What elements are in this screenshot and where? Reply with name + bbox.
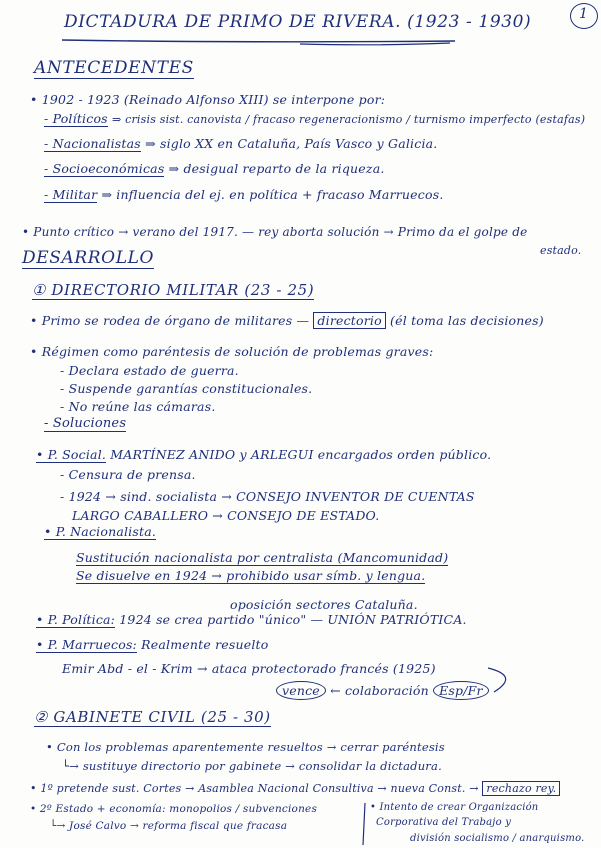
directorio-sub-2: - Suspende garantías constitucionales. (60, 381, 313, 396)
soluciones-heading: - Soluciones (44, 416, 127, 431)
subsection-gabinete-civil: ② GABINETE CIVIL (25 - 30) (34, 708, 271, 726)
section-heading-desarrollo: DESARROLLO (22, 248, 155, 268)
directorio-line1-text: • Primo se rodea de órgano de militares — (30, 313, 310, 328)
colaboracion-text: ← colaboración (330, 683, 429, 698)
gabinete-line2: └→ sustituye directorio por gabinete → consolidar la dictadura. (62, 759, 442, 773)
antecedente-label: - Nacionalistas (44, 136, 141, 151)
directorio-sub-1: - Declara estado de guerra. (60, 363, 239, 378)
p-marruecos-2: Emir Abd - el - Krim → ataca protectorado francés (1925) (62, 661, 436, 676)
antecedente-text: ⇒ siglo XX en Cataluña, País Vasco y Galicia. (145, 136, 438, 151)
vence-oval: vence (276, 681, 326, 700)
antecedente-label: - Militar (44, 187, 98, 202)
p-nacionalista-3: oposición sectores Cataluña. (230, 597, 418, 612)
antecedentes-intro: • 1902 - 1923 (Reinado Alfonso XIII) se interpone por: (30, 92, 386, 107)
page-number: 1 (579, 6, 589, 22)
punto-critico-cont: estado. (540, 244, 582, 257)
antecedente-text: ⇒ desigual reparto de la riqueza. (168, 161, 385, 176)
directorio-line1-note: (él toma las decisiones) (390, 313, 544, 328)
page-title: DICTADURA DE PRIMO DE RIVERA. (1923 - 1930) (64, 12, 532, 32)
antecedente-label: - Políticos (44, 111, 108, 126)
gabinete-line1: • Con los problemas aparentemente resueltos → cerrar paréntesis (46, 740, 445, 754)
gabinete-line3-text: • 1º pretende sust. Cortes → Asamblea Nacional Consultiva → nueva Const. → (30, 782, 479, 795)
p-social-1: - Censura de prensa. (60, 467, 196, 482)
p-social-text: MARTÍNEZ ANIDO y ARLEGUI encargados orden público. (110, 447, 492, 462)
gabinete-line4: • 2º Estado + economía: monopolios / subvenciones (30, 803, 318, 815)
p-politica-label: • P. Política: (36, 612, 116, 627)
p-nacionalista-label: • P. Nacionalista. (44, 524, 157, 539)
antecedente-label: - Socioeconómicas (44, 161, 165, 176)
p-marruecos-label: • P. Marruecos: (36, 637, 137, 652)
gabinete-right-1: • Intento de crear Organización (370, 802, 539, 813)
esp-fr-circle: Esp/Fr (433, 681, 489, 700)
directorio-sub-3: - No reúne las cámaras. (60, 399, 216, 414)
gabinete-right-2: Corporativa del Trabajo y (376, 817, 512, 828)
section-heading-antecedentes: ANTECEDENTES (34, 58, 194, 78)
gabinete-line5: └→ José Calvo → reforma fiscal que fracasa (50, 820, 288, 832)
subsection-directorio-militar: ① DIRECTORIO MILITAR (23 - 25) (32, 281, 315, 299)
antecedente-text: ⇒ influencia del ej. en política + fracaso Marruecos. (101, 187, 444, 202)
p-marruecos-text: Realmente resuelto (141, 637, 269, 652)
antecedente-text: ⇒ crisis sist. canovista / fracaso regeneracionismo / turnismo imperfecto (estafas) (111, 113, 586, 126)
p-nacionalista-2: Se disuelve en 1924 → prohibido usar símb. y lengua. (76, 568, 426, 583)
p-social-label: • P. Social. (36, 447, 107, 462)
rechazo-rey-box: rechazo rey. (482, 781, 560, 796)
gabinete-right-3: división socialismo / anarquismo. (410, 833, 585, 844)
p-social-2: - 1924 → sind. socialista → CONSEJO INVENTOR DE CUENTAS (60, 489, 475, 504)
p-politica-text: 1924 se crea partido "único" — UNIÓN PATRIÓTICA. (119, 612, 467, 627)
directorio-box: directorio (313, 312, 385, 329)
p-nacionalista-1: Sustitución nacionalista por centralista (Mancomunidad) (76, 550, 449, 565)
directorio-line2: • Régimen como paréntesis de solución de problemas graves: (30, 344, 434, 359)
p-social-3: LARGO CABALLERO → CONSEJO DE ESTADO. (72, 508, 380, 523)
punto-critico: • Punto crítico → verano del 1917. — rey aborta solución → Primo da el golpe de (22, 225, 528, 239)
